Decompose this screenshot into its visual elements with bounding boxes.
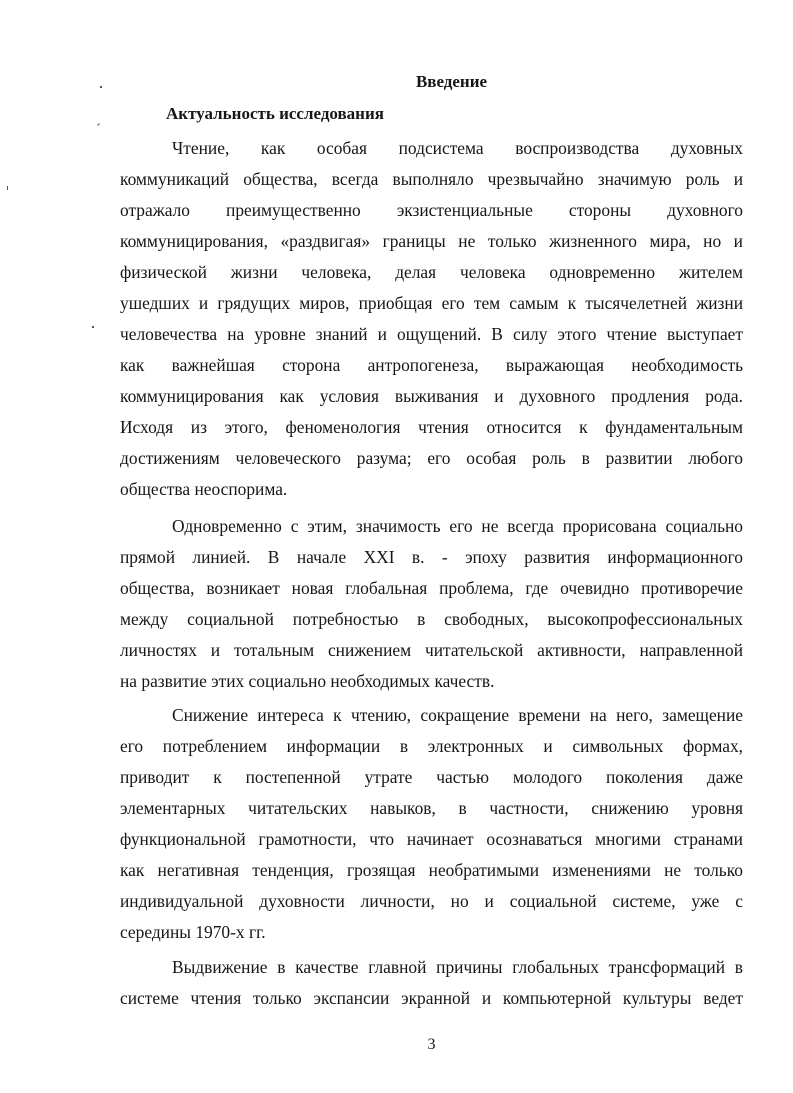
text-line: середины 1970-х гг. [120, 922, 266, 942]
text-line: на развитие этих социально необходимых качеств. [120, 671, 495, 691]
paragraph-2 [120, 511, 743, 697]
text-line: его потреблением информации в электронных и символьных формах, [120, 736, 743, 756]
text-line: прямой линией. В начале XXI в. - эпоху развития информационного [120, 547, 743, 567]
text-line: человечества на уровне знаний и ощущений. В силу этого чтение выступает [120, 324, 743, 344]
text-line: общества неоспорима. [120, 479, 288, 499]
text-line: Снижение интереса к чтению, сокращение времени на него, замещение [172, 705, 743, 725]
scan-speck [97, 123, 100, 126]
paragraph-1 [120, 133, 743, 505]
text-line: системе чтения только экспансии экранной и компьютерной культуры ведет [120, 988, 743, 1008]
text-line: отражало преимущественно экзистенциальные стороны духовного [120, 200, 743, 220]
section-heading: Актуальность исследования [166, 104, 384, 123]
text-line: как важнейшая сторона антропогенеза, выражающая необходимость [120, 355, 743, 375]
text-line: элементарных читательских навыков, в частности, снижению уровня [120, 798, 743, 818]
text-line: ушедших и грядущих миров, приобщая его тем самым к тысячелетней жизни [120, 293, 743, 313]
text-line: коммуникаций общества, всегда выполняло чрезвычайно значимую роль и [120, 169, 743, 189]
text-line: Одновременно с этим, значимость его не всегда прорисована социально [172, 516, 743, 536]
text-line: личностях и тотальным снижением читательской активности, направленной [120, 640, 743, 660]
text-line: индивидуальной духовности личности, но и социальной системе, уже с [120, 891, 743, 911]
text-line: физической жизни человека, делая человека одновременно жителем [120, 262, 743, 282]
scan-speck [7, 186, 8, 190]
paragraph-3 [120, 700, 743, 948]
text-line: между социальной потребностью в свободных, высокопрофессиональных [120, 609, 743, 629]
text-line: общества, возникает новая глобальная проблема, где очевидно противоречие [120, 578, 743, 598]
text-line: коммуницирования как условия выживания и духовного продления рода. [120, 386, 743, 406]
page-title: Введение [415, 72, 488, 91]
text-line: Чтение, как особая подсистема воспроизводства духовных [172, 138, 743, 158]
text-line: Исходя из этого, феноменология чтения относится к фундаментальным [120, 417, 743, 437]
text-line: функциональной грамотности, что начинает осознаваться многими странами [120, 829, 743, 849]
text-line: Выдвижение в качестве главной причины глобальных трансформаций в [172, 957, 743, 977]
page-number: 3 [427, 1036, 436, 1053]
scan-speck [92, 326, 94, 328]
text-line: коммуницирования, «раздвигая» границы не только жизненного мира, но и [120, 231, 743, 251]
text-line: приводит к постепенной утрате частью молодого поколения даже [120, 767, 743, 787]
paragraph-4 [120, 952, 743, 1014]
text-line: как негативная тенденция, грозящая необратимыми изменениями не только [120, 860, 743, 880]
text-line: достижениям человеческого разума; его особая роль в развитии любого [120, 448, 743, 468]
